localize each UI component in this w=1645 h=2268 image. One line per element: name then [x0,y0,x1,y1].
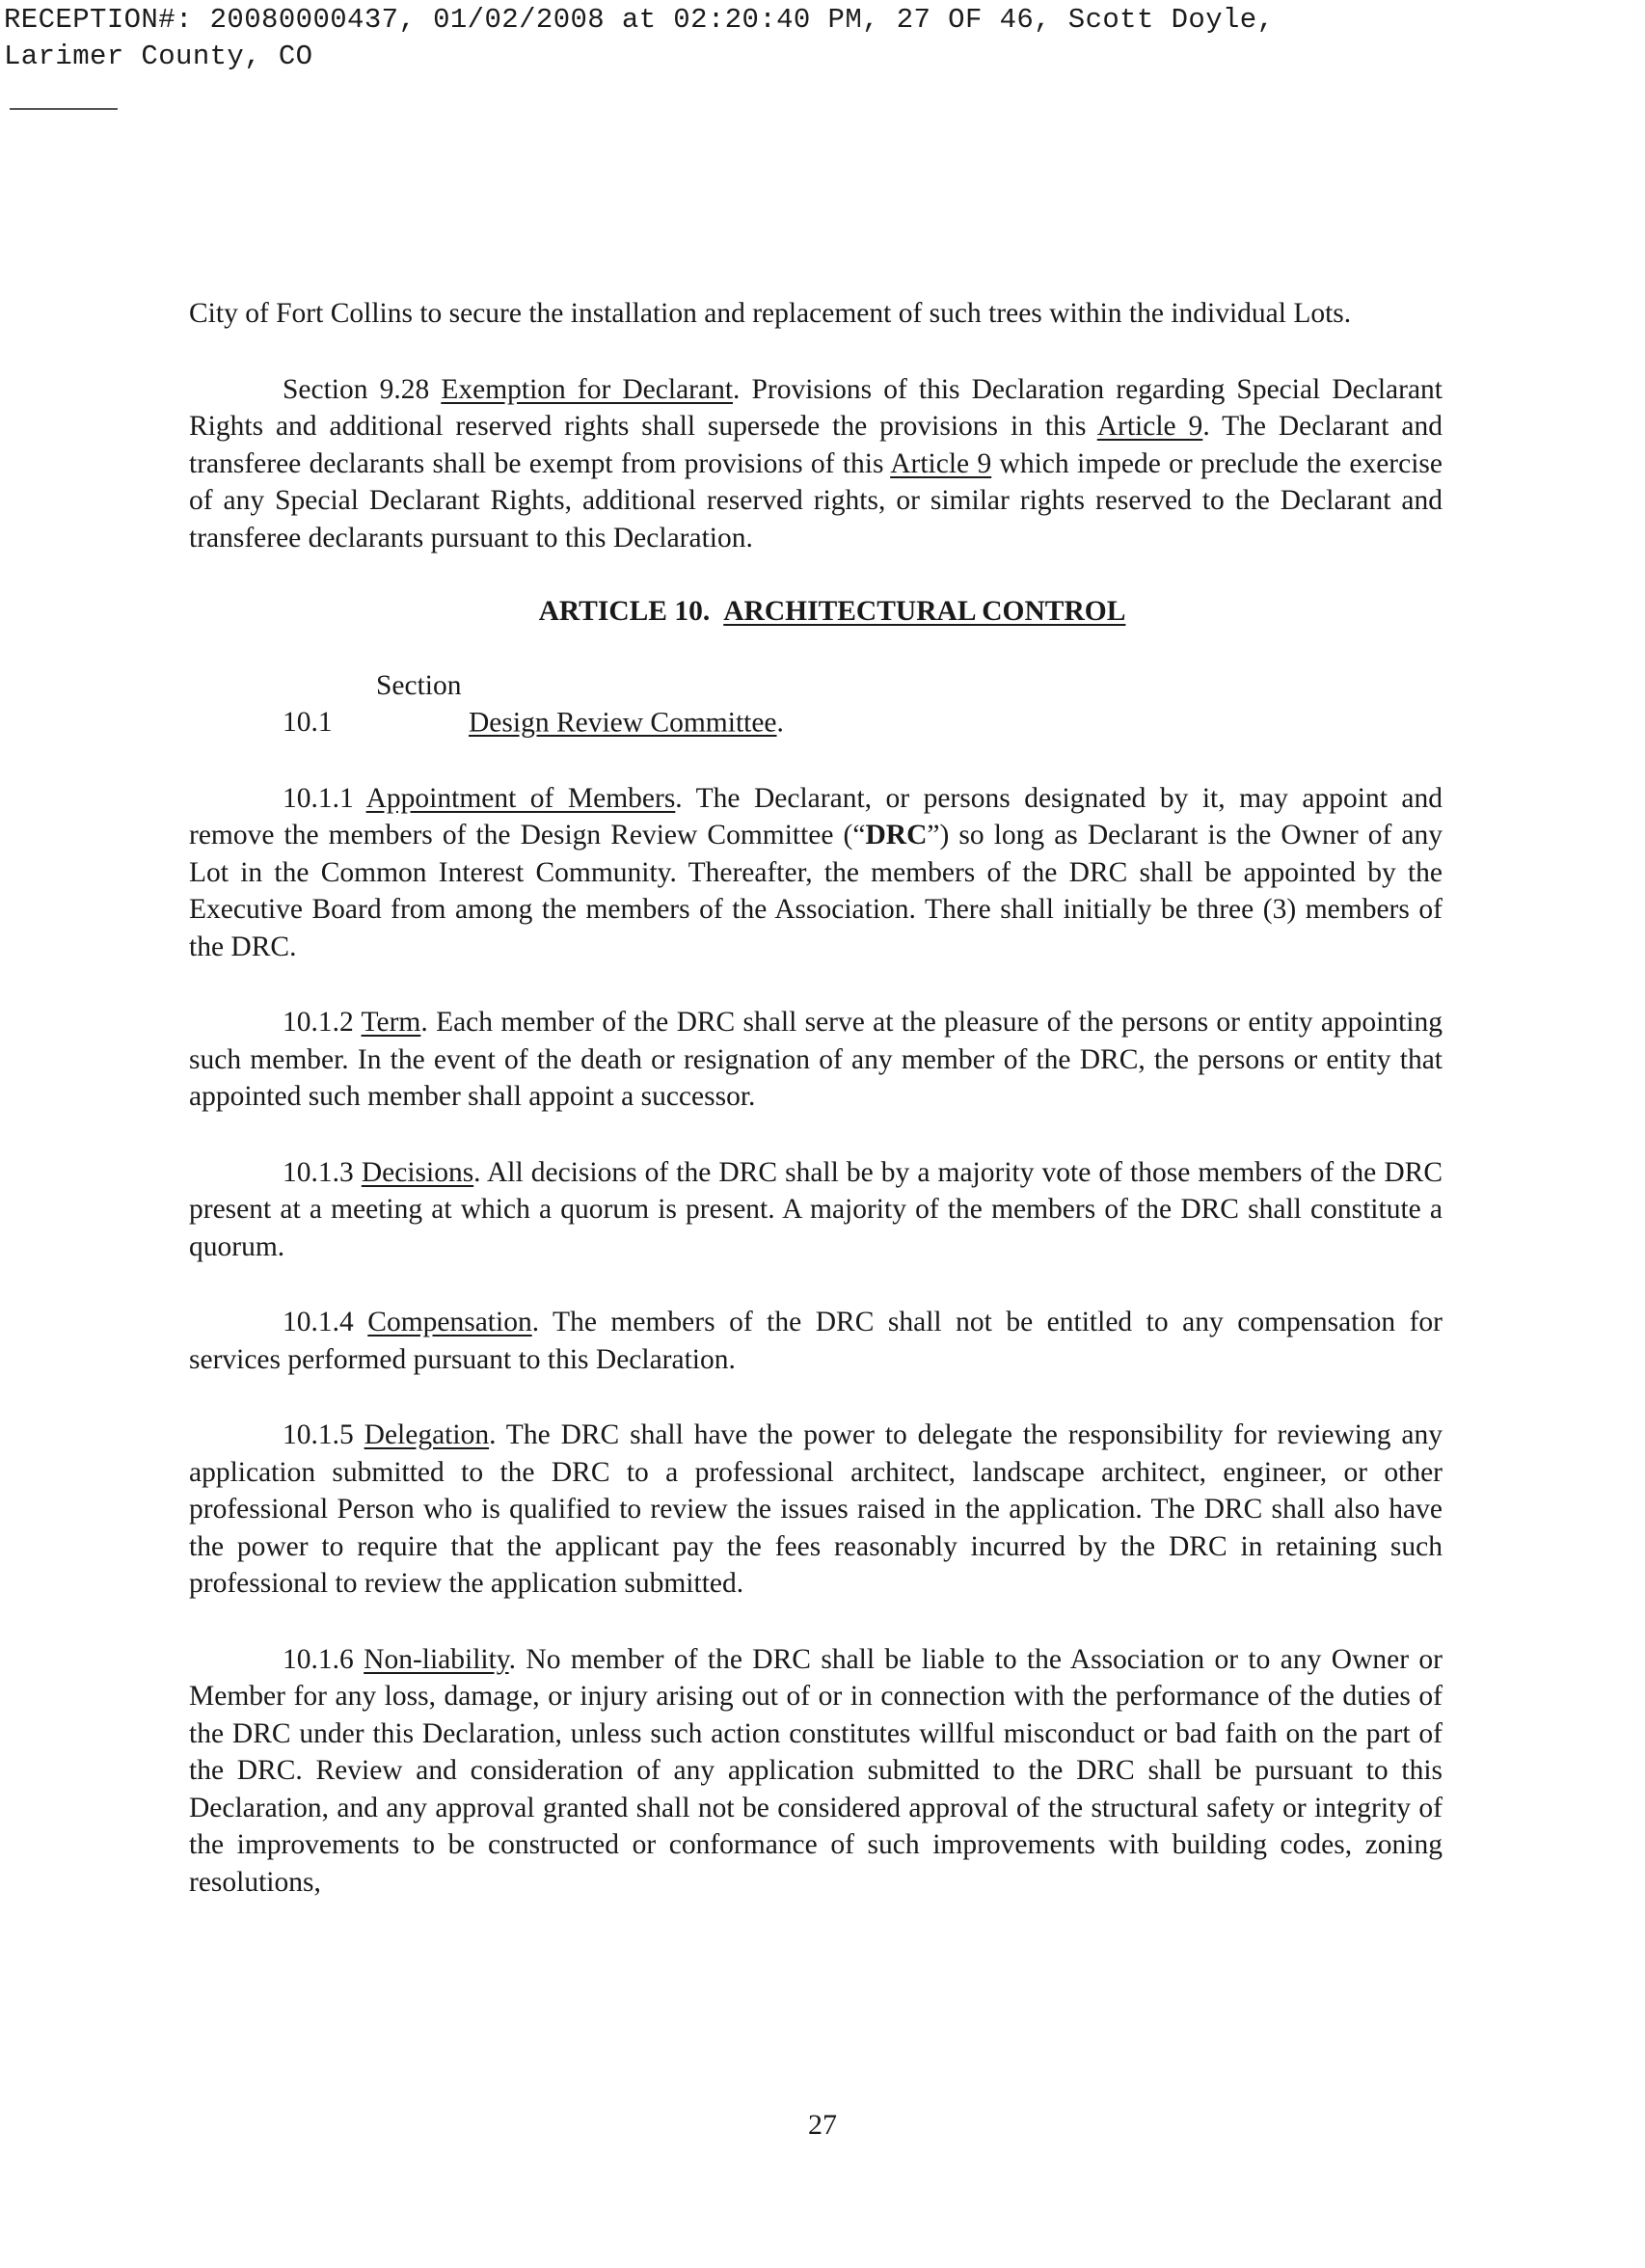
section-10-1-2 [189,1004,1443,1116]
section-10-1-2-number: 10.1.2 [283,1007,354,1038]
section-10-1-3 [189,1154,1443,1266]
section-10-1-4-text: . The members of the DRC shall not be entitled to any compensation for services performed pursuant to this Declaration. [189,1307,1443,1375]
section-10-1-5-text: . The DRC shall have the power to delegate the responsibility for reviewing any application submitted to the DRC to a professional architect, landscape architect, engineer, or other professional Person who is qualified to review the issues raised in the application. The DRC shall also have the power to require that the applicant pay the fees reasonably incurred by the DRC in retaining such professional to review the application submitted. [189,1419,1443,1599]
article-10-heading [189,593,1443,631]
section-10-1-heading [189,667,1443,742]
article-9-reference-2: Article 9 [890,447,992,479]
section-10-1-1-number: 10.1.1 [283,782,354,814]
recording-stamp-line-1: RECEPTION#: 20080000437, 01/02/2008 at 02:20:40 PM, 27 OF 46, Scott Doyle, [4,4,1275,36]
section-10-1-4-number: 10.1.4 [283,1307,354,1337]
section-10-1-6-text: . No member of the DRC shall be liable to the Association or to any Owner or Member for any loss, damage, or injury arising out of or in connection with the performance of the duties of the DRC under this Declaration, unless such action constitutes willful misconduct or bad faith on the part of the DRC. Review and consideration of any application submitted to the DRC shall be pursuant to this Declaration, and any approval granted shall not be considered approval of the structural safety or integrity of the improvements to be constructed or conformance of such improvements with building codes, zoning resolutions, [189,1643,1443,1898]
section-10-1-6-title: Non-liability [364,1643,509,1675]
section-10-1-1-text-b: ”) so long as Declarant is the Owner of any Lot in the Common Interest Community. Thereafter, the members of the DRC shall be appointed by the Executive Board from among the members of the Association. There shall initially be three (3) members of the DRC. [189,820,1443,962]
section-10-1-5-title: Delegation [364,1419,490,1450]
section-9-28-text-b: . The Declarant and transferee declarants shall be exempt from provisions of this [189,411,1443,479]
section-10-1-period: . [776,707,784,738]
continuation-paragraph: City of Fort Collins to secure the installation and replacement of such trees within the individual Lots. [189,298,1352,329]
article-10-title: ARCHITECTURAL CONTROL [723,596,1126,627]
section-9-28-text-c: which impede or preclude the exercise of any Special Declarant Rights, additional reserved rights, or similar rights reserved to the Declarant and transferee declarants pursuant to this Declaration. [189,447,1443,554]
section-10-1-5 [189,1417,1443,1603]
section-10-1-2-title: Term [361,1007,421,1038]
section-10-1-4 [189,1304,1443,1378]
drc-defined-term: DRC [865,820,928,850]
section-10-1-3-number: 10.1.3 [283,1156,354,1188]
section-10-1-3-title: Decisions [361,1156,474,1188]
section-10-1-title: Design Review Committee [469,707,777,738]
section-9-28 [189,371,1443,557]
section-10-1-number: Section 10.1 [283,669,462,738]
section-9-28-title: Exemption for Declarant [441,373,734,405]
article-10-number: ARTICLE 10. [538,596,711,627]
section-9-28-text-a: . Provisions of this Declaration regarding Special Declarant Rights and additional reserved rights shall supersede the provisions in this [189,373,1443,442]
section-10-1-5-number: 10.1.5 [283,1419,354,1450]
section-10-1-6 [189,1641,1443,1902]
section-10-1-1 [189,780,1443,966]
section-10-1-1-text-a: . The Declarant, or persons designated by it, may appoint and remove the members of the Design Review Committee (“ [189,782,1443,850]
document-body [189,295,1443,1901]
section-9-28-number: Section 9.28 [283,373,430,405]
section-10-1-2-text: . Each member of the DRC shall serve at the pleasure of the persons or entity appointing such member. In the event of the death or resignation of any member of the DRC, the persons or entity that appointed such member shall appoint a successor. [189,1007,1443,1112]
section-10-1-6-number: 10.1.6 [283,1643,354,1675]
article-9-reference-1: Article 9 [1096,411,1203,442]
recording-stamp-line-2: Larimer County, CO [4,40,313,72]
section-10-1-3-text: . All decisions of the DRC shall be by a majority vote of those members of the DRC present at a meeting at which a quorum is present. A majority of the members of the DRC shall constitute a quorum. [189,1156,1443,1262]
section-10-1-4-title: Compensation [367,1307,532,1337]
page-number: 27 [808,2109,837,2141]
recording-stamp [4,2,1274,75]
section-10-1-1-title: Appointment of Members [365,782,676,814]
stamp-rule [10,108,118,110]
